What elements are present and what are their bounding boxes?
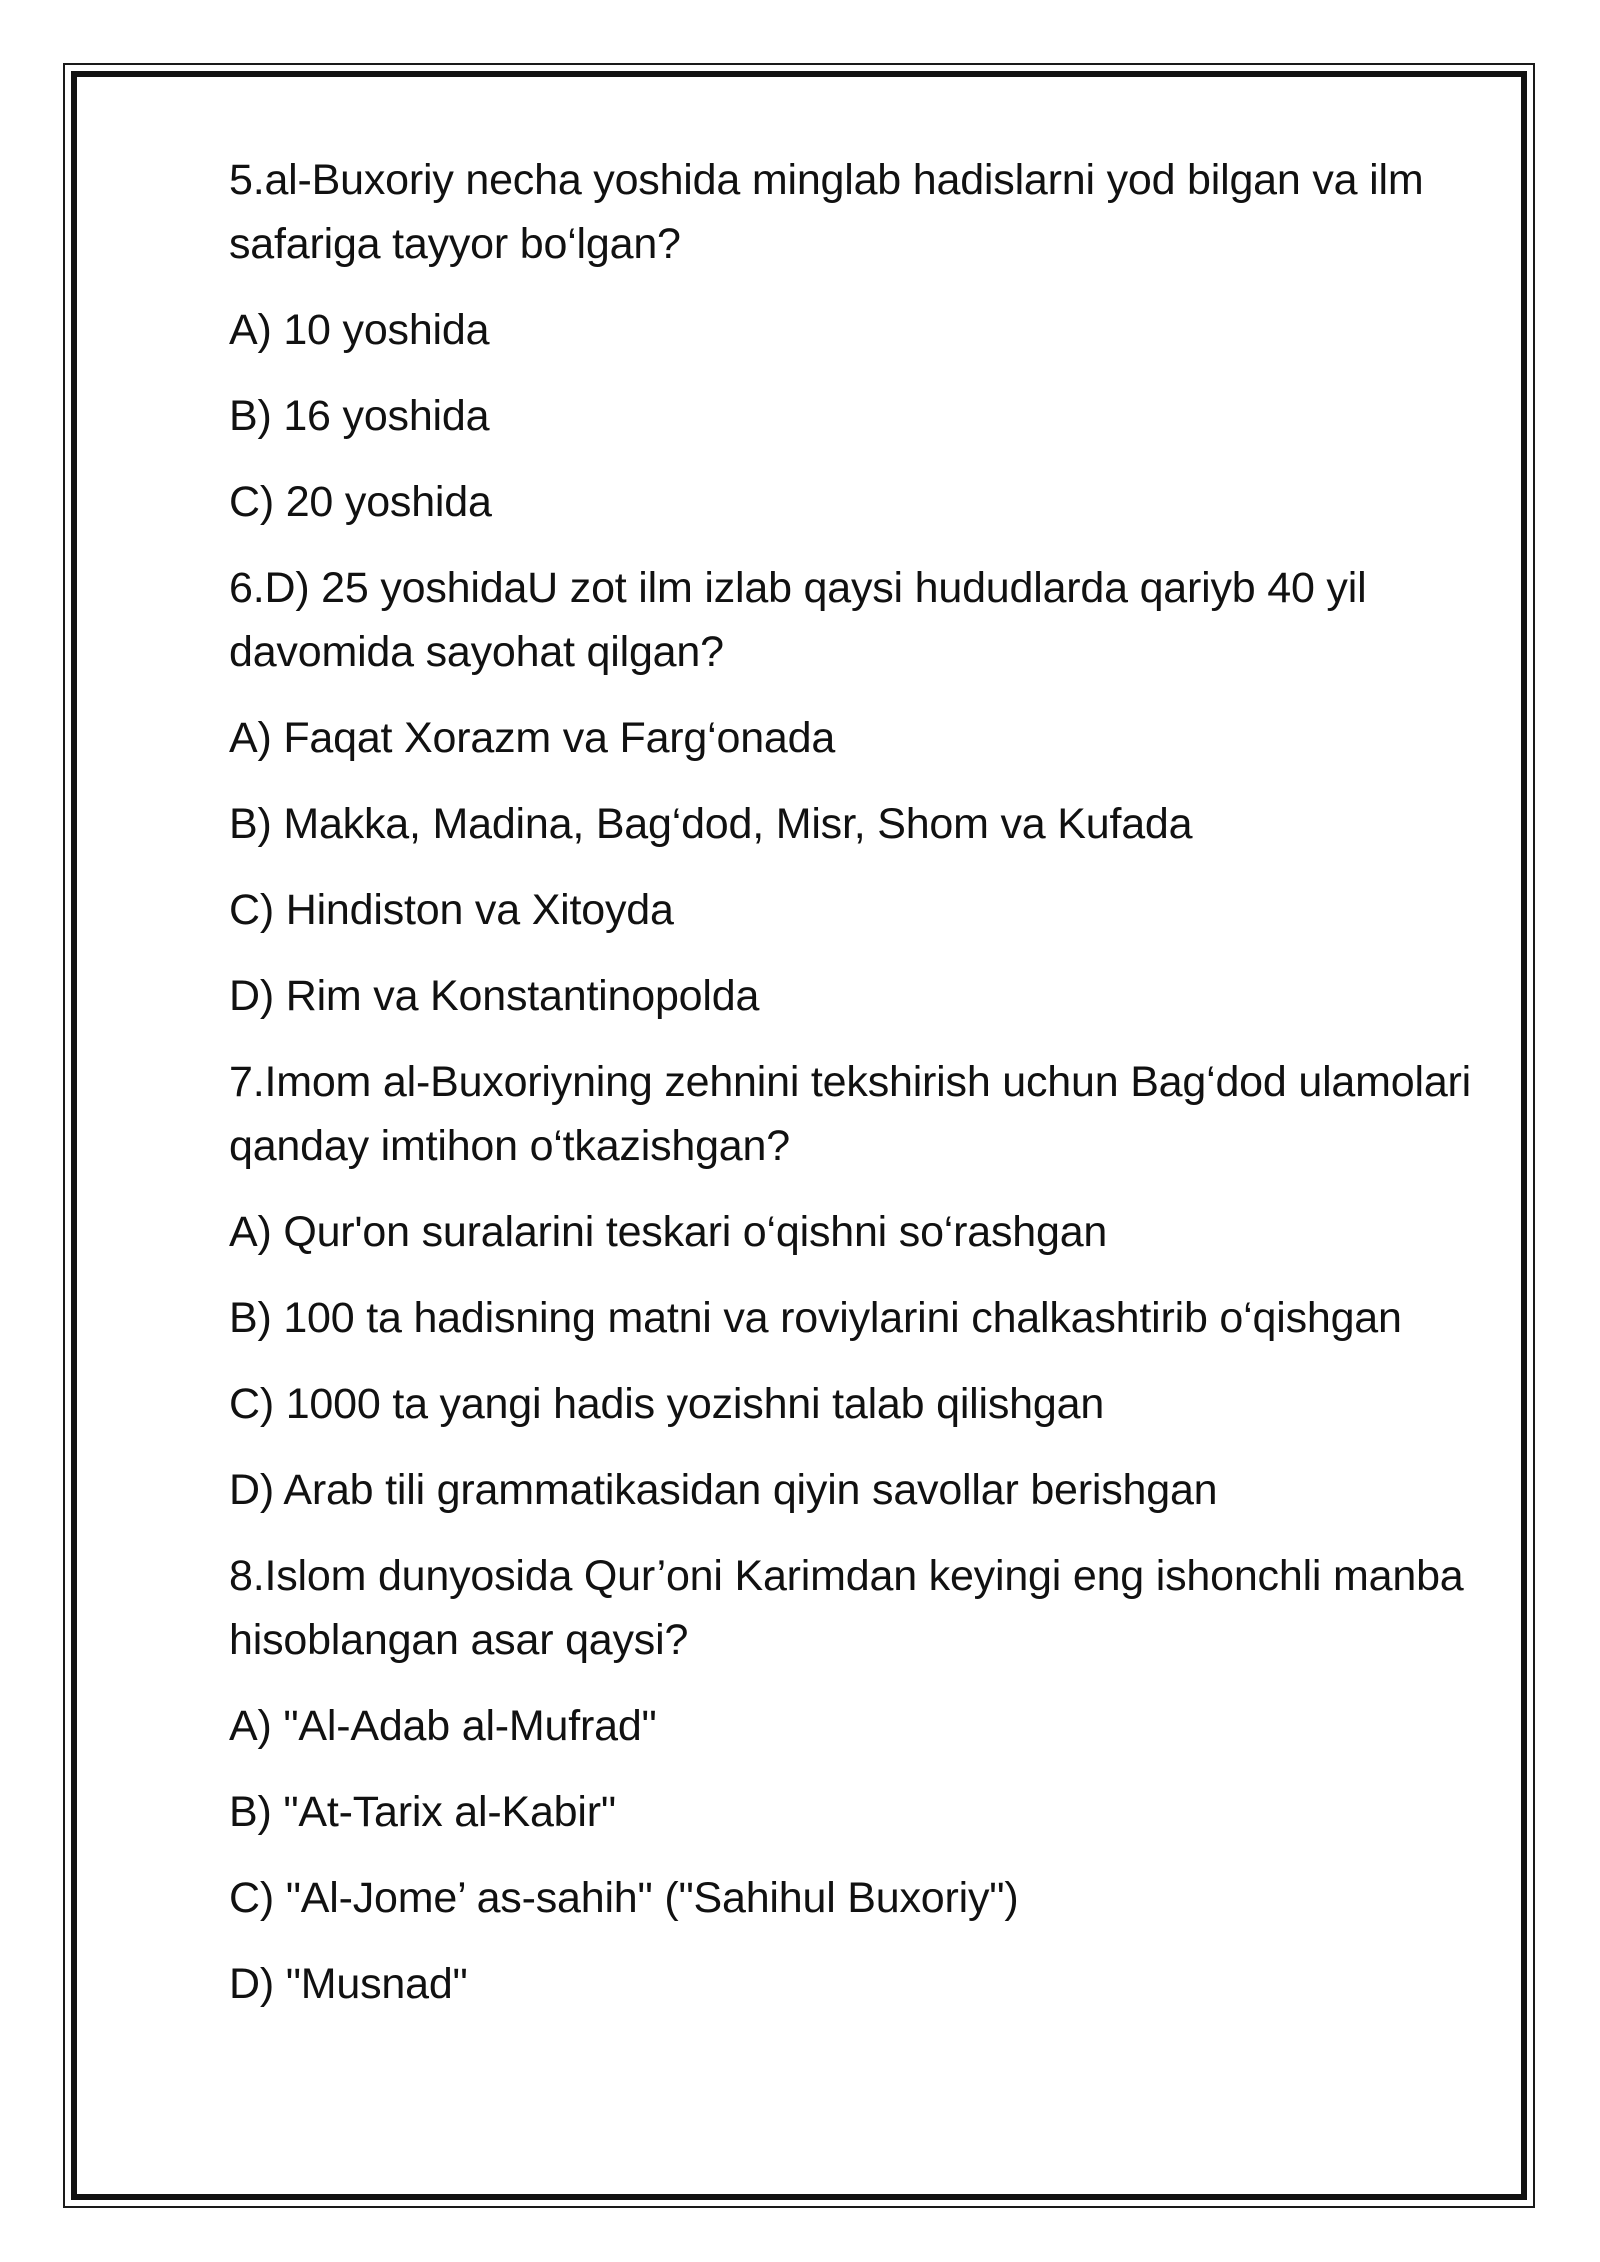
answer-option-a: A) "Al-Adab al-Mufrad": [229, 1702, 657, 1750]
answer-option-b: B) 100 ta hadisning matni va roviylarini chalkashtirib o‘qishgan: [229, 1294, 1402, 1342]
question-text: 5.al-Buxoriy necha yoshida minglab hadislarni yod bilgan va ilm safariga tayyor bo‘lgan?: [229, 156, 1424, 268]
answer-option-c: C) 20 yoshida: [229, 478, 492, 526]
question-text: 7.Imom al-Buxoriyning zehnini tekshirish uchun Bag‘dod ulamolari qanday imtihon o‘tkazishgan?: [229, 1058, 1472, 1170]
answer-option-d: D) "Musnad": [229, 1960, 468, 2008]
question-text: 6.D) 25 yoshidaU zot ilm izlab qaysi hududlarda qariyb 40 yil davomida sayohat qilgan?: [229, 564, 1367, 676]
answer-option-d: D) Rim va Konstantinopolda: [229, 972, 760, 1020]
answer-option-c: C) Hindiston va Xitoyda: [229, 886, 674, 934]
quiz-content: [229, 148, 1489, 2038]
answer-option-b: B) "At-Tarix al-Kabir": [229, 1788, 616, 1836]
question-block-7: [229, 1050, 1489, 1522]
question-block-5: [229, 148, 1489, 534]
answer-option-c: C) "Al-Jome’ as-sahih" ("Sahihul Buxoriy"): [229, 1874, 1019, 1922]
answer-option-b: B) Makka, Madina, Bag‘dod, Misr, Shom va Kufada: [229, 800, 1193, 848]
answer-option-c: C) 1000 ta yangi hadis yozishni talab qilishgan: [229, 1380, 1105, 1428]
answer-option-a: A) Faqat Xorazm va Farg‘onada: [229, 714, 836, 762]
answer-option-a: A) Qur'on suralarini teskari o‘qishni so‘rashgan: [229, 1208, 1108, 1256]
question-block-6: [229, 556, 1489, 1028]
answer-option-b: B) 16 yoshida: [229, 392, 490, 440]
question-block-8: [229, 1544, 1489, 2016]
question-text: 8.Islom dunyosida Qur’oni Karimdan keyingi eng ishonchli manba hisoblangan asar qaysi?: [229, 1552, 1464, 1664]
answer-option-a: A) 10 yoshida: [229, 306, 490, 354]
answer-option-d: D) Arab tili grammatikasidan qiyin savollar berishgan: [229, 1466, 1218, 1514]
